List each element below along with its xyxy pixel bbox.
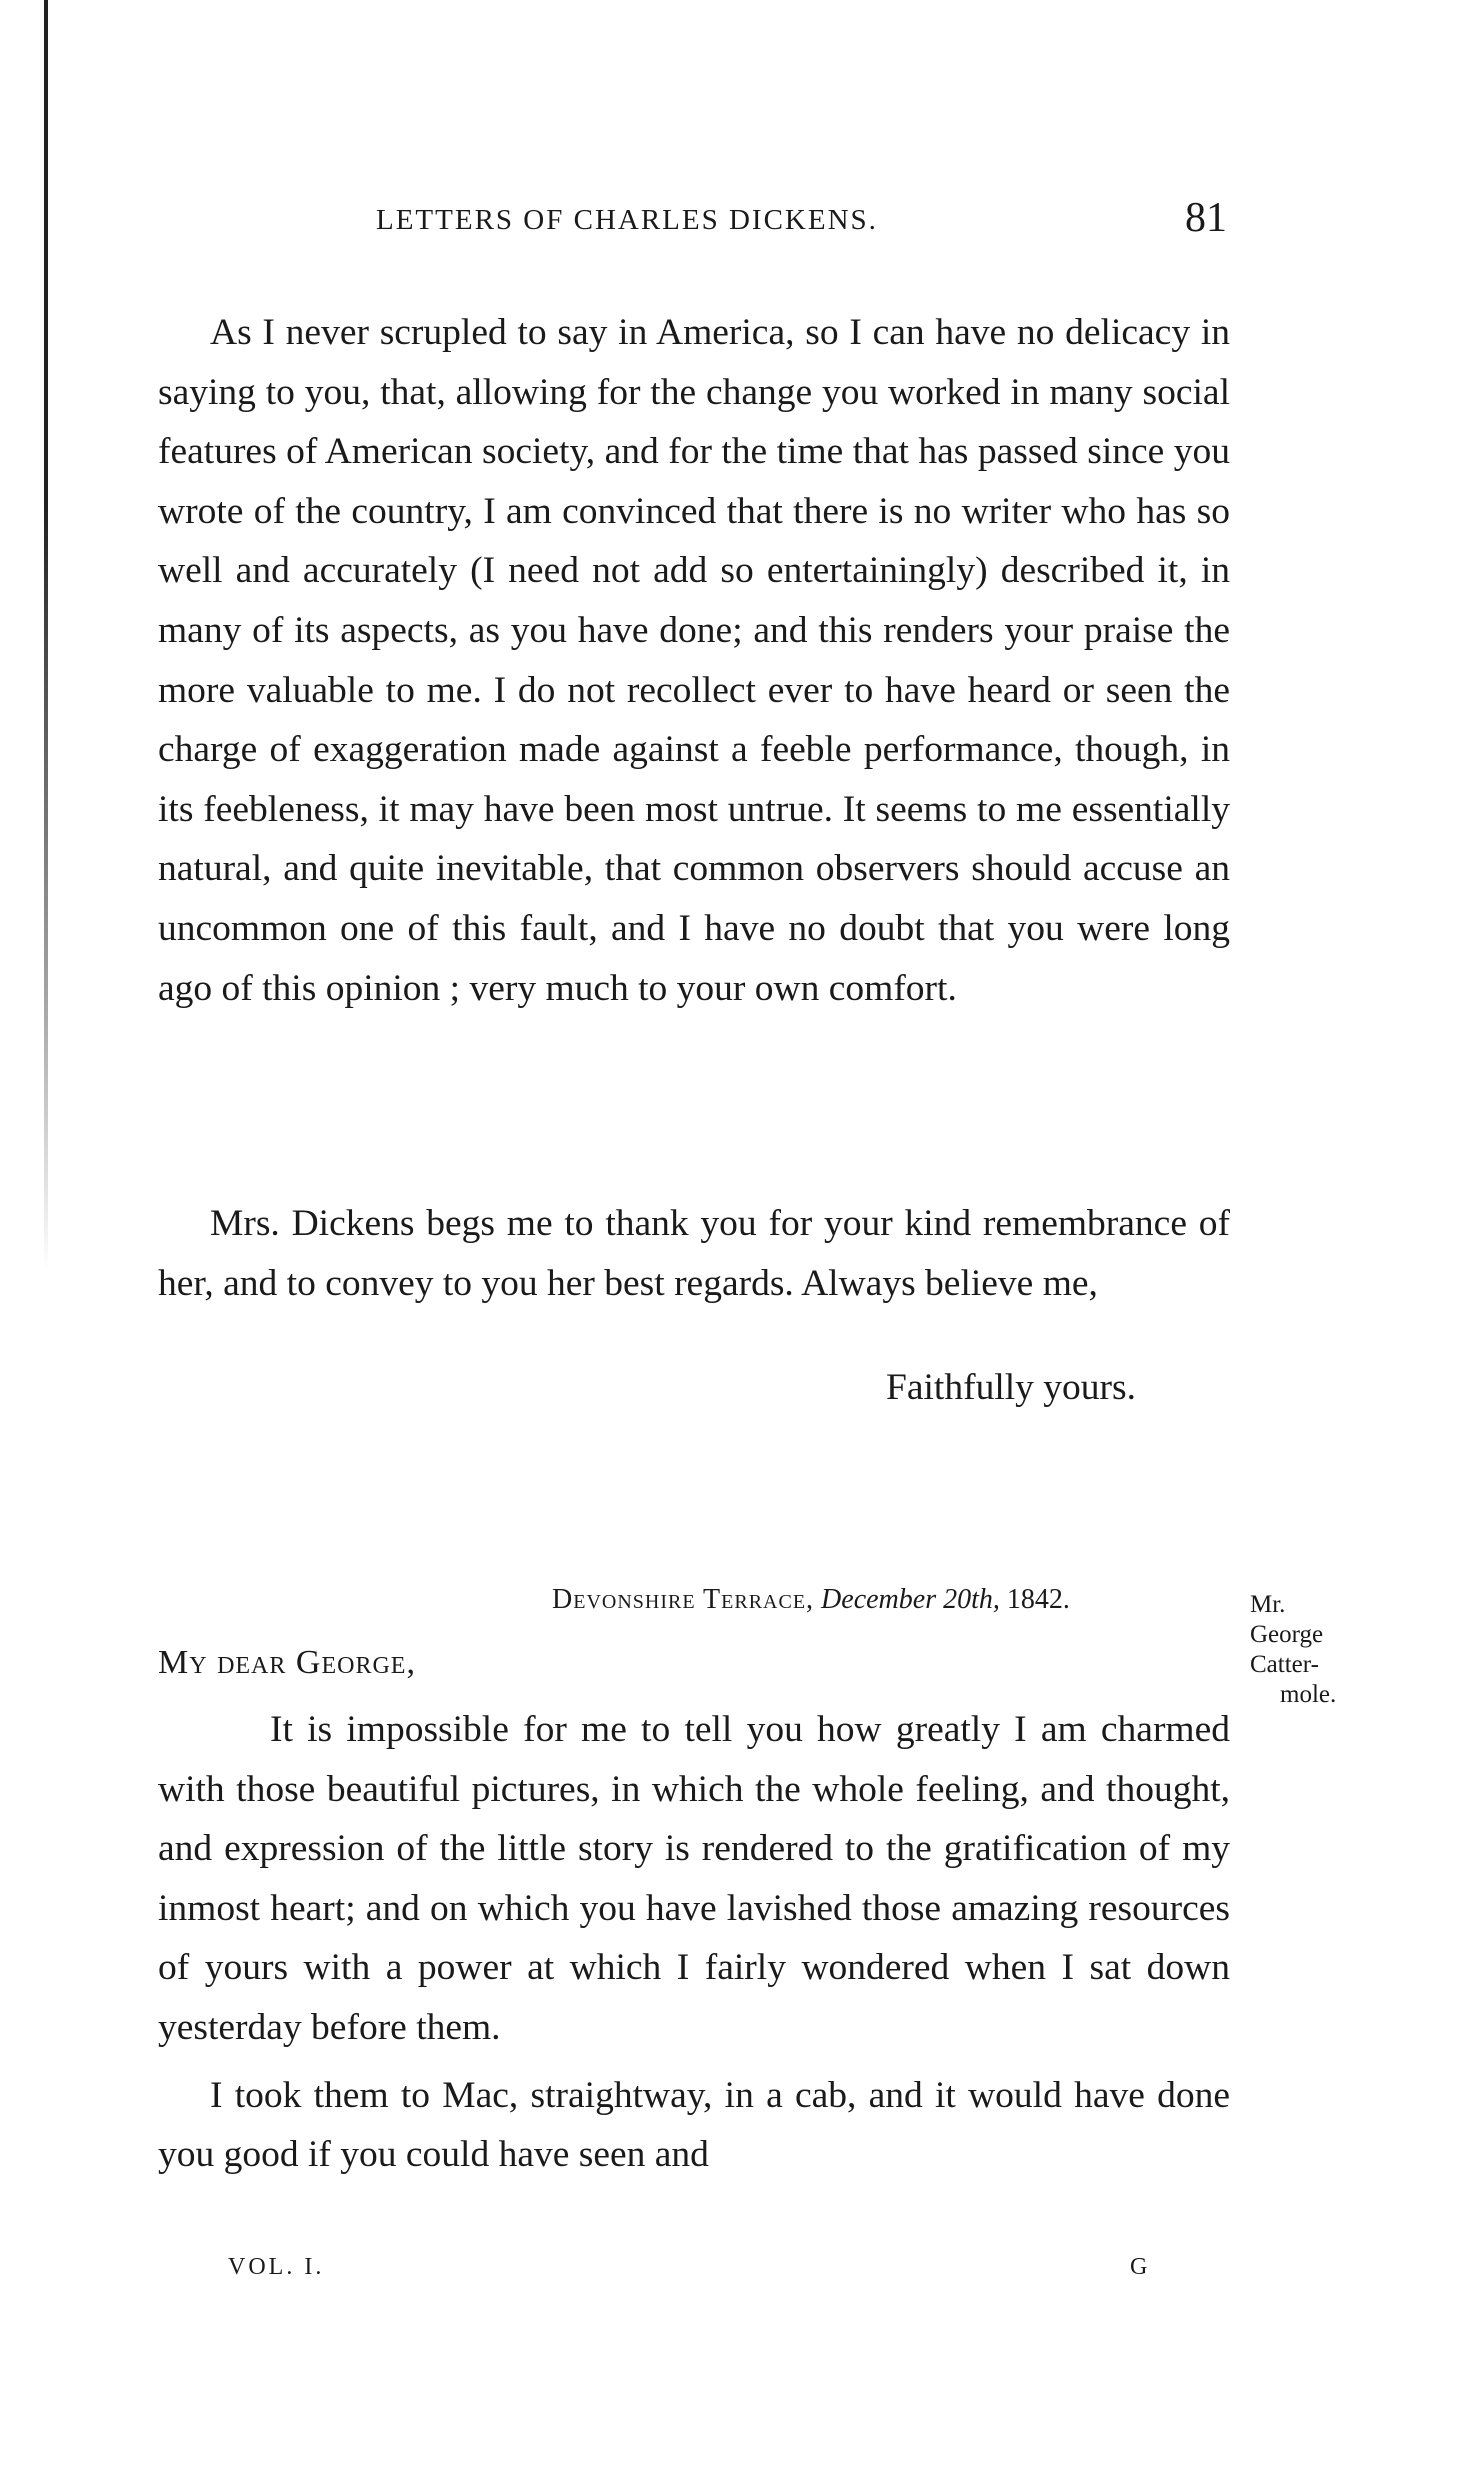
gathering-signature: G	[1130, 2254, 1148, 2280]
volume-signature: VOL. I.	[228, 2254, 325, 2280]
side-note-line: Catter-	[1250, 1651, 1319, 1678]
side-note-line: Mr.	[1250, 1591, 1286, 1618]
binding-edge	[44, 0, 48, 1270]
recipient-side-note	[1250, 1590, 1336, 1710]
page-number: 81	[1185, 195, 1227, 241]
dateline-place: Devonshire Terrace,	[552, 1584, 815, 1615]
letter1-closing: Faithfully yours.	[886, 1367, 1136, 1408]
letter1-paragraph-1: As I never scrupled to say in America, so I can have no delicacy in saying to you, that, allowing for the change you worked in many social features of American society, and for the time that has passed since you wrote of the country, I am convinced that there is no writer who has so well and accurately (I need not add so entertainingly) described it, in many of its aspects, as you have done; and this renders your praise the more valuable to me. I do not recollect ever to have heard or seen the charge of exaggeration made against a feeble performance, though, in its feebleness, it may have been most untrue. It seems to me essentially natural, and quite inevitable, that common observers should accuse an uncommon one of this fault, and I have no doubt that you were long ago of this opinion ; very much to your own comfort.	[158, 312, 1230, 1009]
letter2-paragraph-2: I took them to Mac, straightway, in a cab, and it would have done you good if you could have seen and	[158, 2074, 1230, 2176]
letter2-paragraph-1: It is impossible for me to tell you how greatly I am charmed with those beautiful pictures, in which the whole feeling, and thought, and expression of the little story is rendered to the gratification of my inmost heart; and on which you have lavished those amazing resources of yours with a power at which I fairly wondered when I sat down yesterday before them.	[158, 1709, 1230, 2048]
side-note-line: mole.	[1280, 1681, 1337, 1708]
dateline-date: December 20th,	[821, 1584, 1000, 1615]
dateline-year: 1842.	[1006, 1584, 1070, 1615]
letter1-body	[158, 303, 1230, 1018]
letter2-salutation: My dear George,	[158, 1644, 416, 1681]
running-title: LETTERS OF CHARLES DICKENS.	[376, 204, 878, 236]
letter1-paragraph-2: Mrs. Dickens begs me to thank you for your kind remembrance of her, and to convey to you her best regards. Always believe me,	[158, 1203, 1230, 1304]
letter2-body	[158, 1700, 1230, 2185]
side-note-line: George	[1250, 1621, 1324, 1648]
letter2-dateline	[552, 1584, 1070, 1616]
letter1-body-continued	[158, 1194, 1230, 1313]
